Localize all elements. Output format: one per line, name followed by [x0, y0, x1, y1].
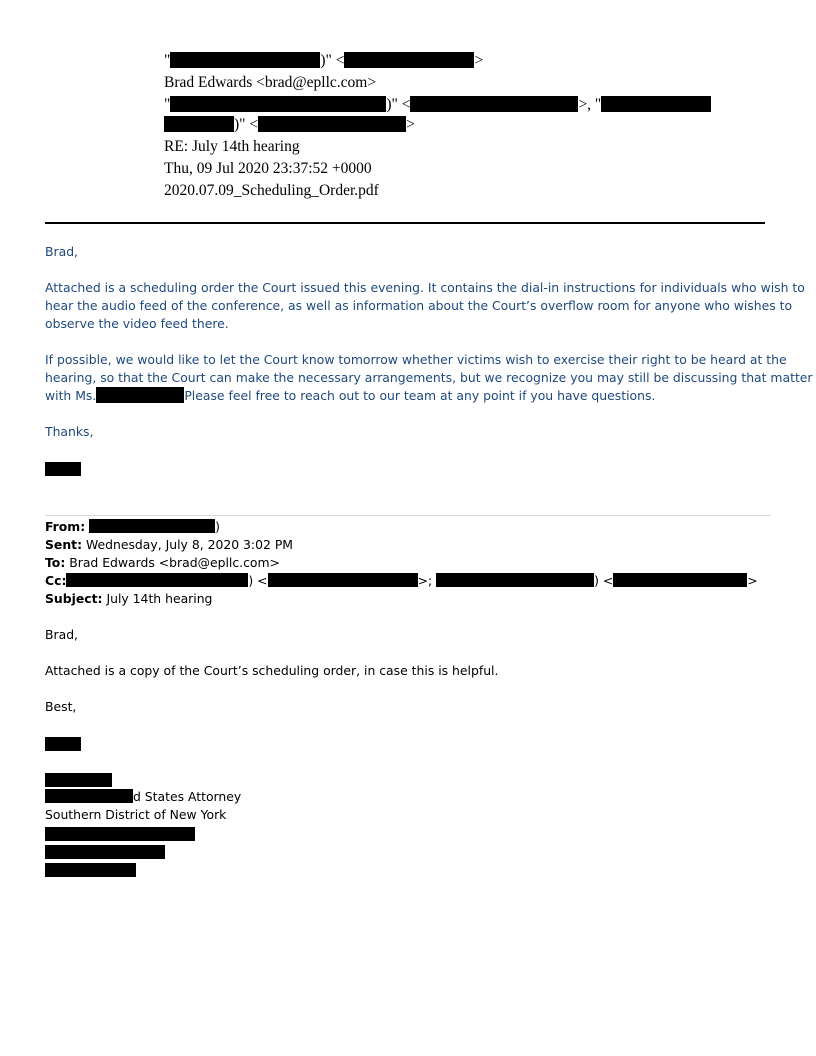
- redaction-block: [268, 573, 418, 587]
- signature-redaction: [45, 737, 81, 751]
- quoted-to-row: To: Brad Edwards <brad@epllc.com>: [45, 555, 280, 570]
- redaction-block: [89, 519, 215, 533]
- redaction-block: [170, 52, 320, 68]
- signature-redaction: [45, 863, 136, 877]
- redaction-block: [45, 789, 133, 803]
- cc-value-line2: )" < >: [164, 116, 415, 134]
- subject-value: RE: July 14th hearing: [164, 138, 300, 155]
- redaction-block: [170, 96, 386, 112]
- redaction-block: [410, 96, 578, 112]
- header-divider: [45, 222, 765, 224]
- quoted-closing: Best,: [45, 699, 77, 714]
- quoted-sent-row: Sent: Wednesday, July 8, 2020 3:02 PM: [45, 537, 293, 552]
- quoted-separator: [45, 515, 771, 516]
- redaction-block: [601, 96, 711, 112]
- reply-para1-line3: observe the video feed there.: [45, 316, 229, 331]
- redaction-block: [164, 116, 234, 132]
- redaction-block: [66, 573, 248, 587]
- reply-closing: Thanks,: [45, 424, 94, 439]
- redaction-block: [258, 116, 406, 132]
- to-value: Brad Edwards <brad@epllc.com>: [164, 74, 377, 91]
- redaction-block: [96, 387, 184, 403]
- attachment-filename[interactable]: 2020.07.09_Scheduling_Order.pdf: [164, 182, 379, 199]
- signature-redaction: [45, 462, 81, 476]
- reply-para2-line1: If possible, we would like to let the Court know tomorrow whether victims wish to exercise their right to be heard at the: [45, 352, 787, 367]
- signature-office: Southern District of New York: [45, 807, 227, 822]
- quoted-subject-row: Subject: July 14th hearing: [45, 591, 213, 606]
- from-value: " )" < >: [164, 52, 484, 69]
- reply-para2-line3: with Ms. Please feel free to reach out to our team at any point if you have questions.: [45, 388, 656, 403]
- reply-para1-line2: hear the audio feed of the conference, as well as information about the Court’s overflow room for anyone who wishes to: [45, 298, 793, 313]
- reply-para1-line1: Attached is a scheduling order the Court issued this evening. It contains the dial-in instructions for individuals who wish to: [45, 280, 805, 295]
- signature-title: d States Attorney: [45, 788, 241, 806]
- signature-redaction: [45, 827, 195, 841]
- redaction-block: [613, 573, 747, 587]
- quoted-from-row: From: ): [45, 519, 220, 534]
- signature-redaction: [45, 773, 112, 787]
- quoted-body: Attached is a copy of the Court’s scheduling order, in case this is helpful.: [45, 663, 499, 678]
- quoted-cc-row: Cc: ) < >; ) < >: [45, 573, 758, 588]
- reply-greeting: Brad,: [45, 244, 78, 259]
- quoted-greeting: Brad,: [45, 627, 78, 642]
- signature-redaction: [45, 845, 165, 859]
- redaction-block: [344, 52, 474, 68]
- redaction-block: [436, 573, 594, 587]
- date-value: Thu, 09 Jul 2020 23:37:52 +0000: [164, 160, 372, 177]
- reply-para2-line2: hearing, so that the Court can make the necessary arrangements, but we recognize you may still be discussing that matter: [45, 370, 813, 385]
- cc-value-line1: " )" < >, ": [164, 96, 711, 114]
